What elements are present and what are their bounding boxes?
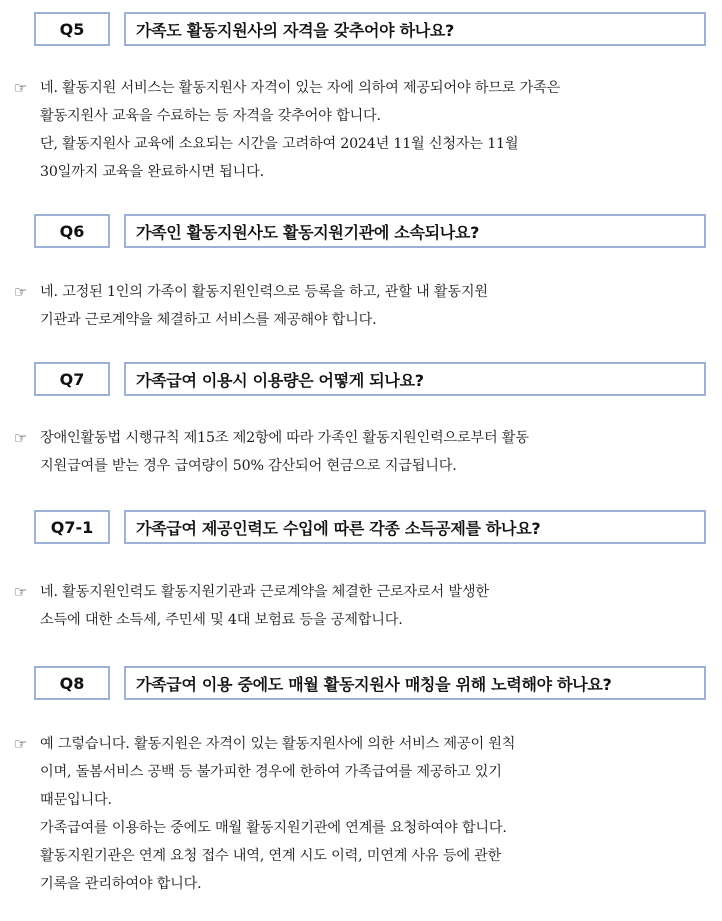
question-title: 가족인 활동지원사도 활동지원기관에 소속되나요? — [124, 214, 706, 248]
answer-line: 단, 활동지원사 교육에 소요되는 시간을 고려하여 2024년 11월 신청자는 11월 — [40, 136, 519, 152]
answer — [14, 74, 676, 186]
question-number: Q8 — [34, 666, 110, 700]
pointing-hand-icon: ☞ — [14, 283, 28, 301]
answer-line: 소득에 대한 소득세, 주민세 및 4대 보험료 등을 공제합니다. — [40, 612, 403, 628]
question-title: 가족도 활동지원사의 자격을 갖추어야 하나요? — [124, 12, 706, 46]
answer-line: 네. 활동지원인력도 활동지원기관과 근로계약을 체결한 근로자로서 발생한 — [40, 584, 489, 600]
pointing-hand-icon: ☞ — [14, 79, 28, 97]
answer — [14, 424, 676, 480]
question-title: 가족급여 이용 중에도 매월 활동지원사 매칭을 위해 노력해야 하나요? — [124, 666, 706, 700]
answer — [14, 578, 676, 634]
question-number: Q7-1 — [34, 510, 110, 544]
answer-line: 때문입니다. — [40, 792, 112, 808]
answer — [14, 278, 676, 334]
answer — [14, 730, 676, 898]
question-title: 가족급여 이용시 이용량은 어떻게 되나요? — [124, 362, 706, 396]
pointing-hand-icon: ☞ — [14, 429, 28, 447]
answer-line: 기록을 관리하여야 합니다. — [40, 876, 202, 892]
answer-line: 장애인활동법 시행규칙 제15조 제2항에 따라 가족인 활동지원인력으로부터 활동 — [40, 430, 529, 446]
answer-line: 기관과 근로계약을 체결하고 서비스를 제공해야 합니다. — [40, 312, 377, 328]
question-row — [34, 510, 706, 548]
answer-line: 네. 고정된 1인의 가족이 활동지원인력으로 등록을 하고, 관할 내 활동지원 — [40, 284, 488, 300]
answer-line: 예 그렇습니다. 활동지원은 자격이 있는 활동지원사에 의한 서비스 제공이 원칙 — [40, 736, 516, 752]
answer-line: 활동지원기관은 연계 요청 접수 내역, 연계 시도 이력, 미연계 사유 등에 관한 — [40, 848, 502, 864]
question-number: Q5 — [34, 12, 110, 46]
question-number: Q7 — [34, 362, 110, 396]
answer-line: 네. 활동지원 서비스는 활동지원사 자격이 있는 자에 의하여 제공되어야 하므로 가족은 — [40, 80, 561, 96]
answer-line: 이며, 돌봄서비스 공백 등 불가피한 경우에 한하여 가족급여를 제공하고 있기 — [40, 764, 502, 780]
question-row — [34, 12, 706, 50]
question-row — [34, 214, 706, 252]
pointing-hand-icon: ☞ — [14, 735, 28, 753]
answer-line: 30일까지 교육을 완료하시면 됩니다. — [40, 164, 264, 180]
pointing-hand-icon: ☞ — [14, 583, 28, 601]
question-row — [34, 362, 706, 400]
answer-line: 활동지원사 교육을 수료하는 등 자격을 갖추어야 합니다. — [40, 108, 381, 124]
question-title: 가족급여 제공인력도 수입에 따른 각종 소득공제를 하나요? — [124, 510, 706, 544]
answer-line: 지원급여를 받는 경우 급여량이 50% 감산되어 현금으로 지급됩니다. — [40, 458, 457, 474]
question-number: Q6 — [34, 214, 110, 248]
answer-line: 가족급여를 이용하는 중에도 매월 활동지원기관에 연계를 요청하여야 합니다. — [40, 820, 507, 836]
question-row — [34, 666, 706, 704]
